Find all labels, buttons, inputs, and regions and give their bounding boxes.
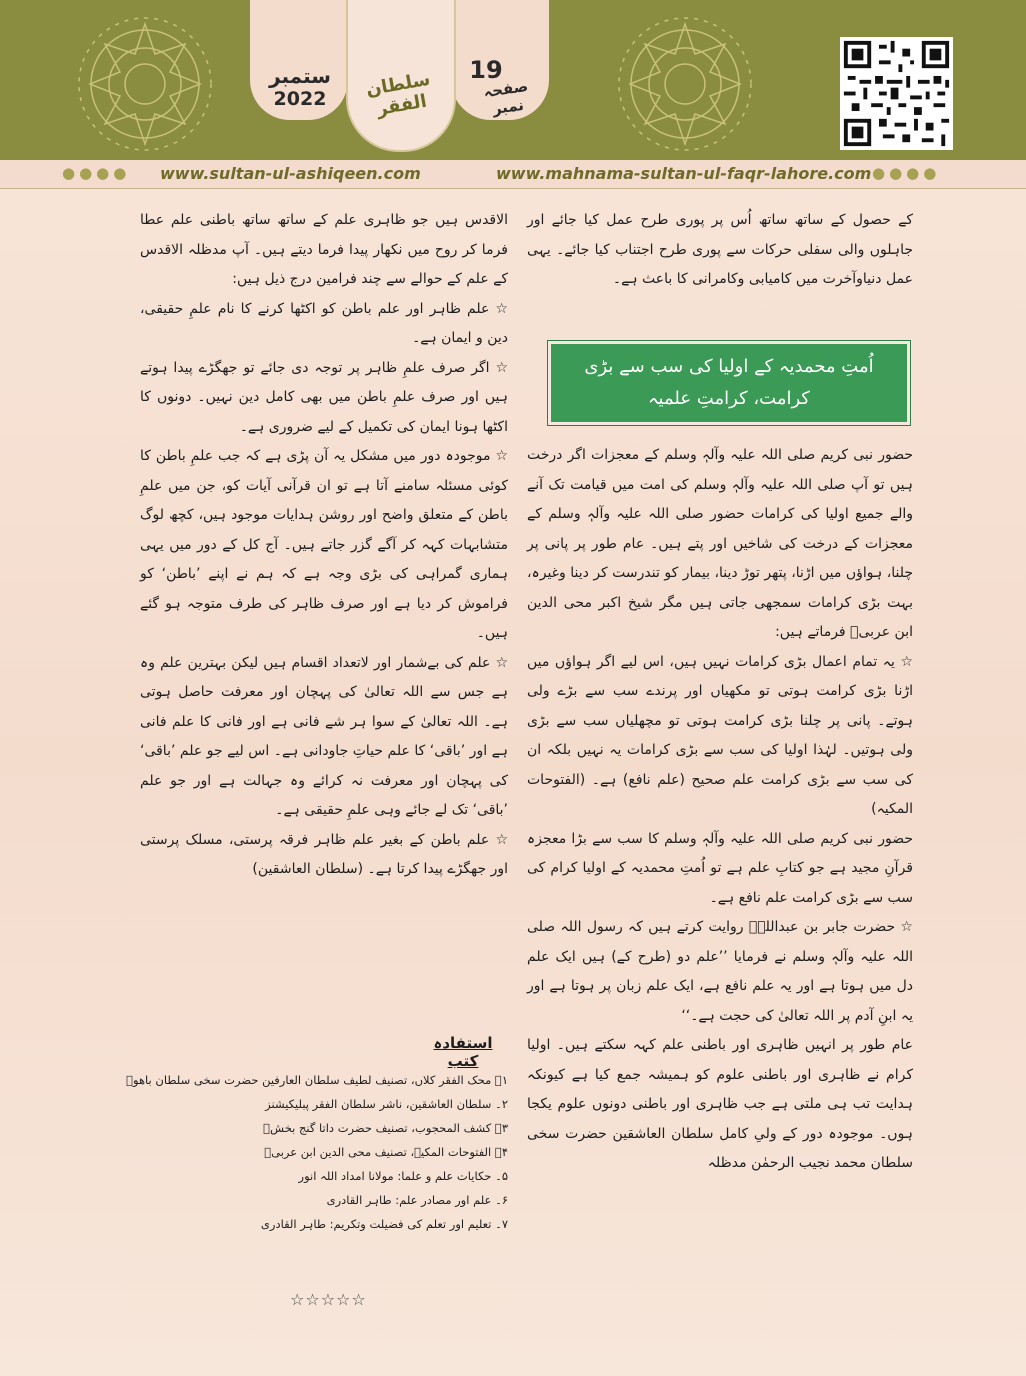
left-column-body [140, 206, 508, 885]
section-heading-line2: کرامت، کرامتِ علمیہ [648, 388, 810, 409]
website-link-ashiqeen[interactable]: www.sultan-ul-ashiqeen.com [160, 164, 421, 183]
end-stars-icon: ☆☆☆☆☆ [290, 1290, 367, 1309]
paragraph: ☆ اگر صرف علمِ ظاہر پر توجہ دی جائے تو جھگڑے پیدا ہوتے ہیں اور صرف علمِ باطن میں بھی کامل دین نہیں۔ دونوں کا اکٹھا ہونا ایمان کی تکمیل کے لیے ضروری ہے۔ [140, 359, 508, 435]
paragraph: ☆ علم کی بےشمار اور لاتعداد اقسام ہیں لیکن بہترین علم وہ ہے جس سے اللہ تعالیٰ کی پہچان اور معرفت حاصل ہوتی ہے۔ اللہ تعالیٰ کے سوا ہر شے فانی ہے اور فانی کا علم فانی ہے اور ’باقی‘ کا علم حیاتِ جاودانی ہے۔ اس لیے جو علم ’باقی‘ کی پہچان اور معرفت نہ کرائے وہ جہالت ہے اور جو علم ’باقی‘ تک لے جائے وہی علمِ حقیقی ہے۔ [140, 654, 508, 818]
paragraph: عام طور پر انہیں ظاہری اور باطنی علم کہہ سکتے ہیں۔ اولیا کرام نے ظاہری اور باطنی علوم کو ہمیشہ جمع کیا ہے کیونکہ ہدایت تب ہی ملتی ہے جب ظاہری اور باطنی دونوں علوم یکجا ہوں۔ موجودہ دور کے ولیِ کامل سلطان العاشقین حضرت سخی سلطان محمد نجیب الرحمٰن مدظلہ [527, 1037, 913, 1171]
issue-year: 2022 [273, 88, 327, 110]
reference-item: ۲۔ سلطان العاشقین، ناشر سلطان الفقر پبلیکیشنز [265, 1097, 508, 1111]
reference-item: ۵۔ حکایات علم و علما: مولانا امداد اللہ انور [298, 1169, 508, 1183]
issue-month: ستمبر [269, 64, 331, 88]
website-link-mahnama[interactable]: www.mahnama-sultan-ul-faqr-lahore.com [496, 164, 872, 183]
reference-item: ۴۔ الفتوحات المکیہ، تصنیف محی الدین ابن عربیؒ [264, 1145, 508, 1159]
references-heading: استفادہ کتب [433, 1034, 493, 1070]
decorative-dots-left: ●●●● [62, 164, 131, 182]
paragraph: ☆ موجودہ دور میں مشکل یہ آن پڑی ہے کہ جب علمِ باطن کا کوئی مسئلہ سامنے آتا ہے تو ان قرآنی آیات کو، جن میں علمِ باطن کے متعلق واضح اور روشن ہدایات موجود ہیں، کچھ لوگ متشابہات کہہ کر آگے گزر جاتے ہیں۔ آج کل کے دور میں یہی ہماری گمراہی کی بڑی وجہ ہے کہ ہم نے اپنے ’باطن‘ کو فراموش کر دیا ہے اور صرف ظاہر کی طرف متوجہ ہو گئے ہیں۔ [140, 448, 508, 641]
mandala-ornament-icon [60, 14, 230, 154]
paragraph: ☆ علم ظاہر اور علم باطن کو اکٹھا کرنے کا نام علمِ حقیقی، دین و ایمان ہے۔ [140, 300, 508, 346]
right-column-body [527, 441, 913, 1179]
mandala-ornament-icon [560, 14, 810, 154]
reference-item: ۳۔ کشف المحجوب، تصنیف حضرت داتا گنج بخشؒ [263, 1121, 508, 1135]
paragraph: الاقدس ہیں جو ظاہری علم کے ساتھ ساتھ باطنی علم عطا فرما کر روح میں نکھار پیدا فرما دیتے ہیں۔ آپ مدظلہ الاقدس کے علم کے حوالے سے چند فرامین درج ذیل ہیں: [140, 212, 508, 287]
references-list [126, 1068, 508, 1236]
section-heading-line1: اُمتِ محمدیہ کے اولیا کی سب سے بڑی [584, 356, 874, 377]
reference-item: ۶۔ علم اور مصادر علم: طاہر القادری [326, 1193, 508, 1207]
paragraph: ☆ علم باطن کے بغیر علم ظاہر فرقہ پرستی، مسلک پرستی اور جھگڑے پیدا کرتا ہے۔ (سلطان العاشقین) [140, 831, 508, 877]
reference-item: ۱۔ محک الفقر کلاں، تصنیف لطیف سلطان العارفین حضرت سخی سلطان باھوؒ [126, 1073, 508, 1087]
paragraph: کے حصول کے ساتھ ساتھ اُس پر پوری طرح عمل کیا جائے اور جاہلوں والی سفلی حرکات سے پوری طرح اجتناب کیا جائے۔ یہی عمل دنیاوآخرت میں کامیابی وکامرانی کا باعث ہے۔ [527, 212, 913, 287]
paragraph: ☆ یہ تمام اعمال بڑی کرامات نہیں ہیں، اس لیے اگر ہواؤں میں اڑنا بڑی کرامت ہوتی تو مکھیاں اور پرندے سب سے بڑے ولی ہوتے۔ پانی پر چلنا بڑی کرامت ہوتی تو مچھلیاں سب سے بڑی ولی ہوتیں۔ لہٰذا اولیا کی سب سے بڑی کرامات یہ نہیں بلکہ ان کی سب سے بڑی کرامت علم صحیح (علم نافع) ہے۔ (الفتوحات المکیہ) [527, 653, 913, 817]
qr-code[interactable] [840, 37, 953, 150]
paragraph: حضور نبی کریم صلی اللہ علیہ وآلہٖ وسلم کے معجزات اگر درخت ہیں تو آپ صلی اللہ علیہ وآلہٖ وسلم کی امت میں قیامت تک آنے والے جمیع اولیا کی کرامات حضور صلی اللہ علیہ وآلہٖ وسلم کے معجزات کے درخت کی شاخیں اور پتے ہیں۔ عام طور پر پانی پر چلنا، ہواؤں میں اڑنا، پتھر توڑ دینا، بیمار کو تندرست کر دینا وغیرہ، بہت بڑی کرامات سمجھی جاتی ہیں مگر شیخ اکبر محی الدین ابن عربیؒ فرماتے ہیں: [527, 447, 913, 640]
page-number: 19 [469, 56, 503, 84]
decorative-dots-right: ●●●● [872, 164, 941, 182]
page-number-label: صفحہ نمبر [482, 77, 530, 118]
reference-item: ۷۔ تعلیم اور تعلم کی فضیلت وتکریم: طاہر القادری [260, 1217, 508, 1231]
section-heading-banner [548, 341, 910, 425]
right-column-intro [527, 206, 913, 295]
paragraph: حضور نبی کریم صلی اللہ علیہ وآلہٖ وسلم کا سب سے بڑا معجزہ قرآنِ مجید ہے جو کتابِ علم ہے تو اُمتِ محمدیہ کے اولیا کرام کی سب سے بڑی کرامت علم نافع ہے۔ [527, 830, 913, 906]
paragraph: ☆ حضرت جابر بن عبداللہؓ روایت کرتے ہیں کہ رسول اللہ صلی اللہ علیہ وآلہٖ وسلم نے فرمایا ’’علم دو (طرح کے) ہیں ایک علم دل میں ہوتا ہے اور یہ علم نافع ہے، ایک علم زبان پر ہوتا ہے اور یہ ابنِ آدم پر اللہ تعالیٰ کی حجت ہے۔‘‘ [527, 919, 913, 1024]
magazine-logo: سلطان الفقر [364, 68, 432, 121]
